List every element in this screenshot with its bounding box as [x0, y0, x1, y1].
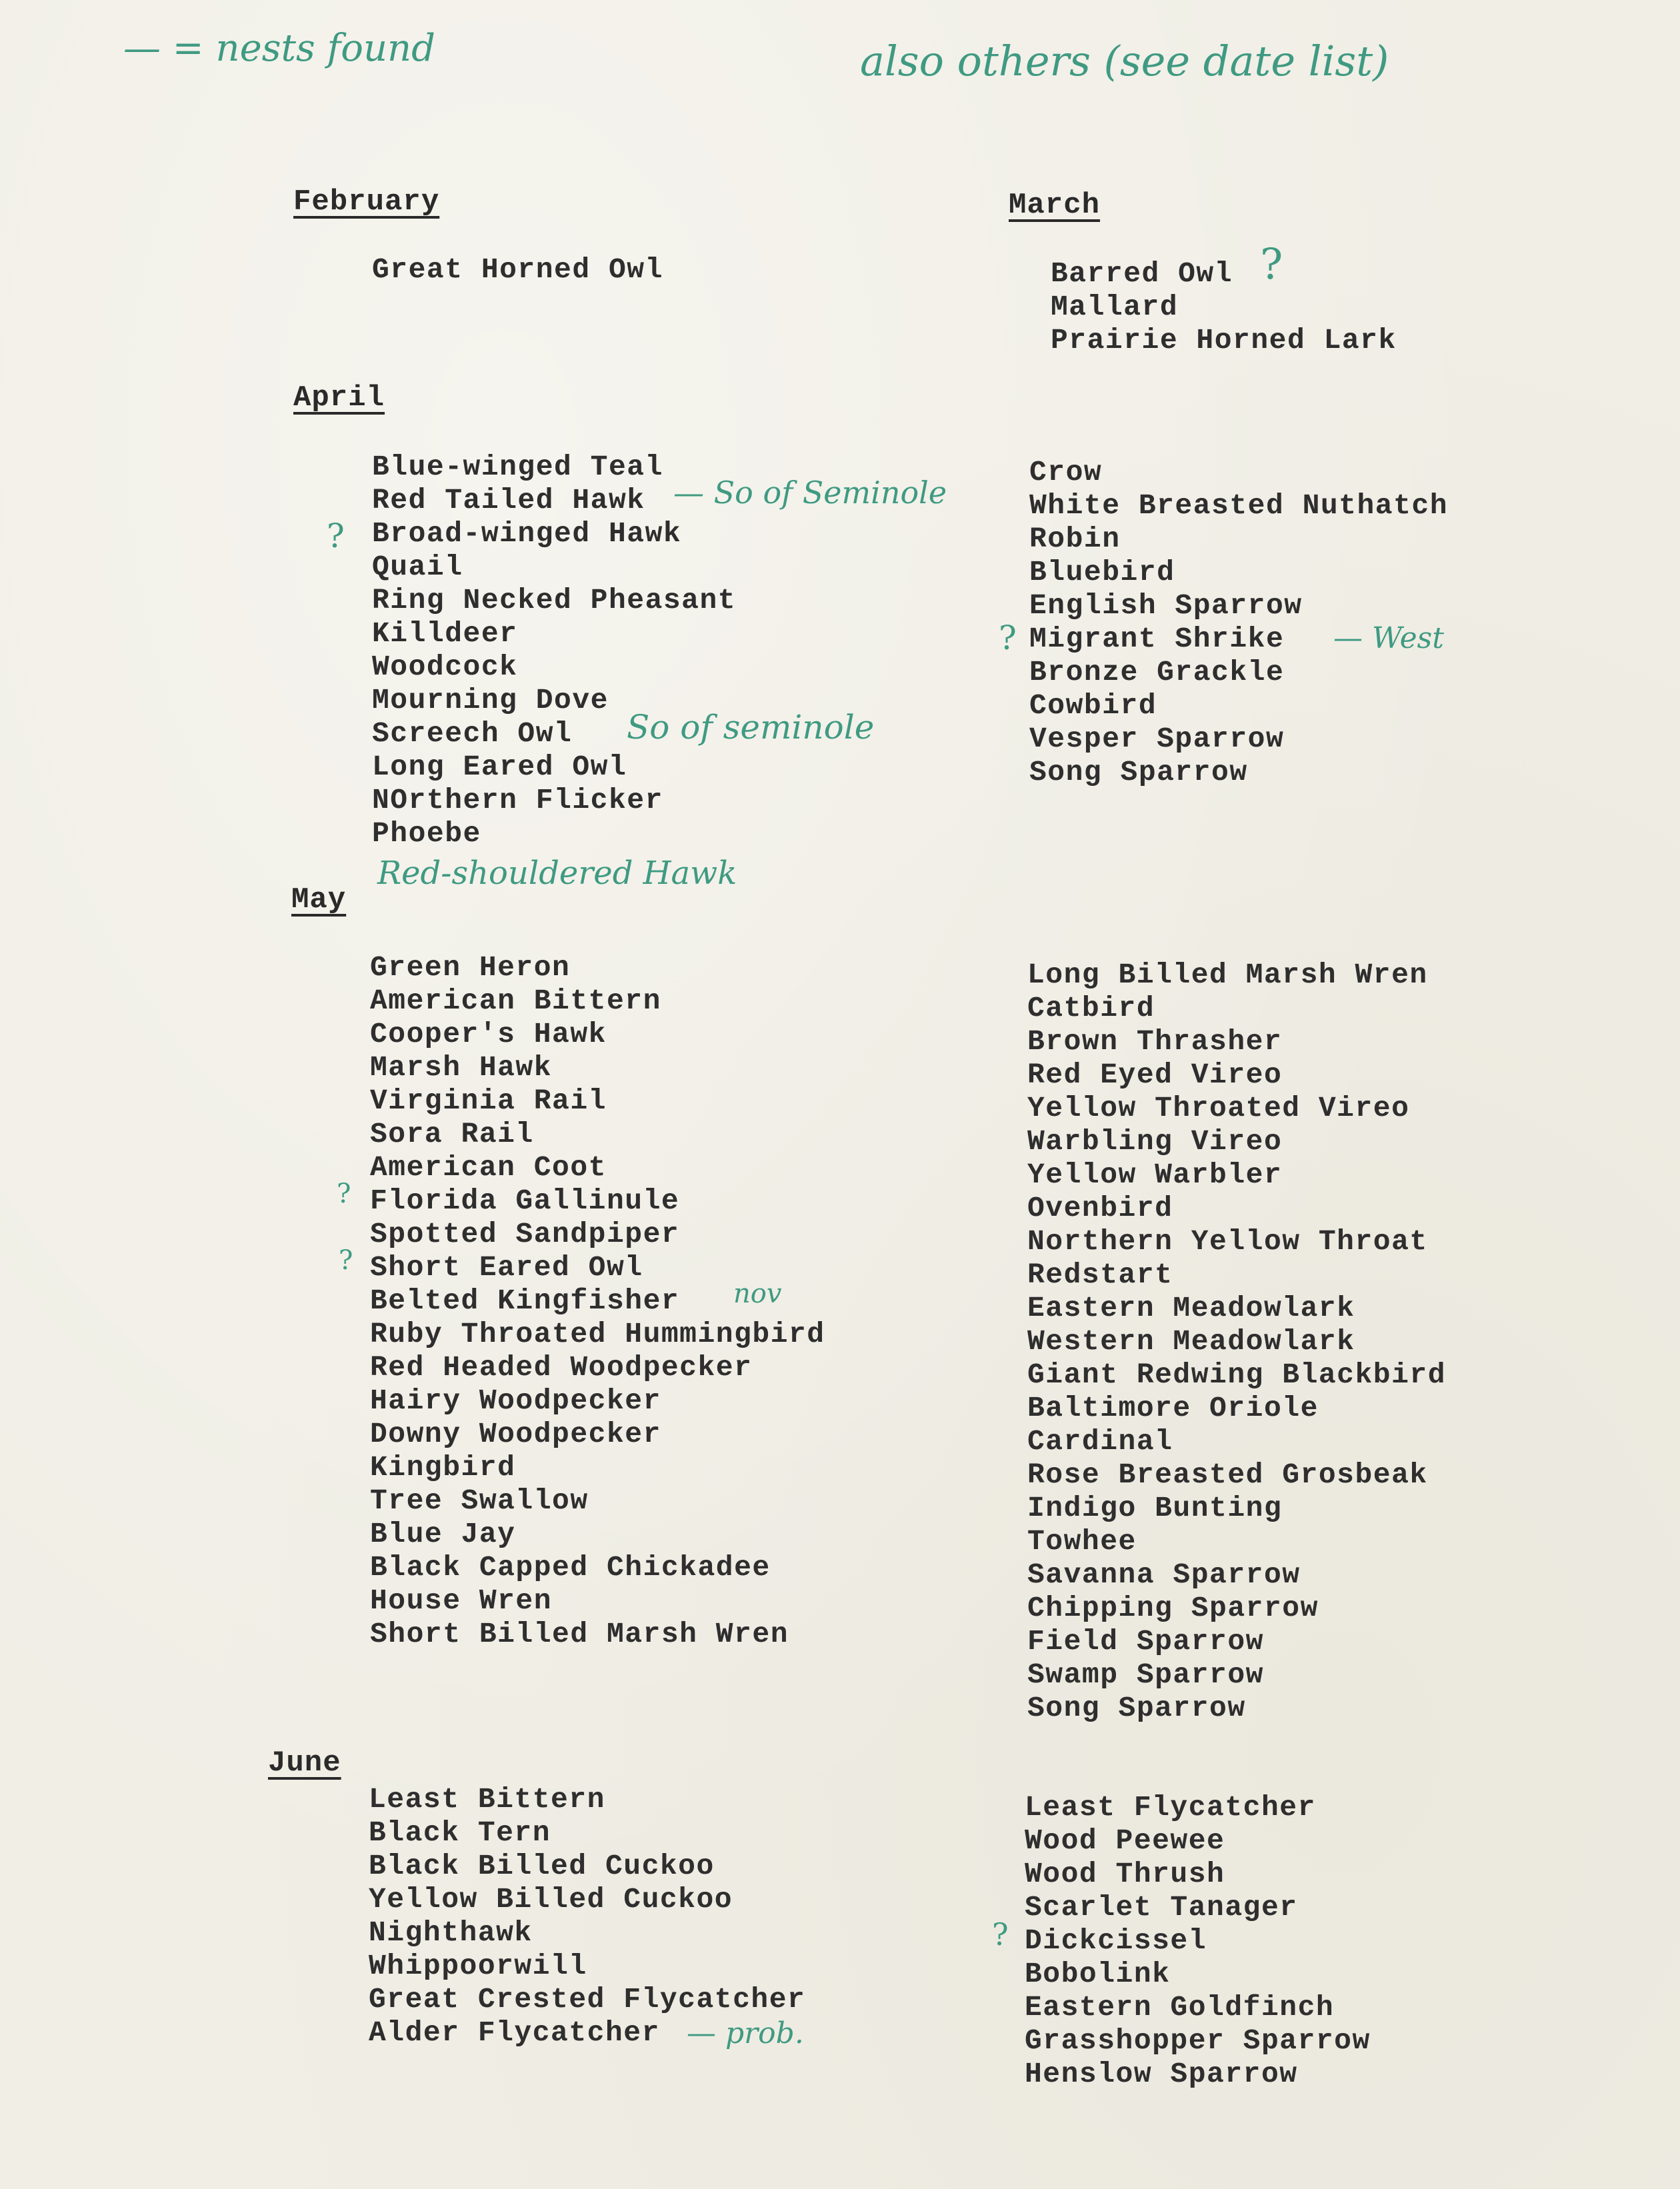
bird-bluebird: Bluebird: [1029, 556, 1175, 589]
bird-belted-kingfisher: Belted Kingfisher: [370, 1284, 680, 1317]
bird-house-wren: House Wren: [370, 1584, 553, 1617]
bird-phoebe: Phoebe: [372, 817, 481, 850]
bird-yellow-throated-vireo: Yellow Throated Vireo: [1027, 1092, 1410, 1124]
bird-white-breasted-nuthatch: White Breasted Nuthatch: [1029, 489, 1448, 522]
note-migrant-shrike: — West: [1333, 621, 1444, 655]
bird-barred-owl: Barred Owl: [1051, 257, 1233, 290]
bird-long-eared-owl: Long Eared Owl: [372, 751, 627, 783]
bird-american-bittern: American Bittern: [370, 985, 661, 1017]
bird-prairie-horned-lark: Prairie Horned Lark: [1051, 324, 1397, 357]
bird-henslow-sparrow: Henslow Sparrow: [1025, 2058, 1298, 2090]
bird-blue-winged-teal: Blue-winged Teal: [372, 451, 663, 483]
bird-yellow-warbler: Yellow Warbler: [1027, 1158, 1283, 1191]
bird-florida-gallinule: Florida Gallinule: [370, 1184, 680, 1217]
bird-screech-owl: Screech Owl: [372, 717, 573, 750]
bird-black-tern: Black Tern: [369, 1816, 551, 1849]
bird-migrant-shrike: Migrant Shrike: [1029, 623, 1285, 655]
note-screech-owl: So of seminole: [627, 708, 875, 747]
bird-chipping-sparrow: Chipping Sparrow: [1027, 1592, 1319, 1624]
bird-bronze-grackle: Bronze Grackle: [1029, 656, 1285, 689]
bird-black-capped-chickadee: Black Capped Chickadee: [370, 1551, 771, 1584]
question-mark-short-eared-owl: ?: [339, 1245, 353, 1276]
bird-dickcissel: Dickcissel: [1025, 1924, 1207, 1957]
bird-field-sparrow: Field Sparrow: [1027, 1625, 1264, 1658]
bird-short-eared-owl: Short Eared Owl: [370, 1251, 643, 1284]
bird-ovenbird: Ovenbird: [1027, 1192, 1173, 1224]
bird-great-crested-flycatcher: Great Crested Flycatcher: [369, 1983, 806, 2016]
bird-cowbird: Cowbird: [1029, 689, 1157, 722]
june-left-list: [369, 1783, 805, 2050]
bird-blue-jay: Blue Jay: [370, 1518, 516, 1550]
bird-robin: Robin: [1029, 523, 1121, 555]
section-title-april: April: [293, 381, 385, 415]
bird-crow: Crow: [1029, 456, 1103, 489]
bird-giant-redwing-blackbird: Giant Redwing Blackbird: [1027, 1358, 1446, 1391]
bird-rose-breasted-grosbeak: Rose Breasted Grosbeak: [1027, 1458, 1428, 1491]
bird-savanna-sparrow: Savanna Sparrow: [1027, 1558, 1301, 1591]
february-list: [372, 253, 663, 287]
question-mark-barred-owl: ?: [1260, 240, 1283, 289]
bird-catbird: Catbird: [1027, 992, 1155, 1025]
bird-broad-winged-hawk: Broad-winged Hawk: [372, 517, 682, 550]
bird-western-meadowlark: Western Meadowlark: [1027, 1325, 1355, 1358]
bird-vesper-sparrow: Vesper Sparrow: [1029, 723, 1285, 755]
bird-mallard: Mallard: [1051, 291, 1179, 323]
header-note-left: — = nests found: [123, 27, 435, 70]
bird-song-sparrow: Song Sparrow: [1027, 1692, 1246, 1724]
bird-towhee: Towhee: [1027, 1525, 1137, 1558]
bird-tree-swallow: Tree Swallow: [370, 1484, 589, 1517]
question-mark-dickcissel: ?: [992, 1916, 1009, 1952]
bird-scarlet-tanager: Scarlet Tanager: [1025, 1891, 1298, 1924]
note-alder-flycatcher: — prob.: [687, 2016, 804, 2050]
bird-yellow-billed-cuckoo: Yellow Billed Cuckoo: [369, 1883, 733, 1916]
bird-eastern-goldfinch: Eastern Goldfinch: [1025, 1991, 1335, 2024]
bird-brown-thrasher: Brown Thrasher: [1027, 1025, 1283, 1058]
bird-redstart: Redstart: [1027, 1258, 1173, 1291]
bird-mourning-dove: Mourning Dove: [372, 684, 609, 717]
bird-wood-thrush: Wood Thrush: [1025, 1858, 1225, 1890]
bird-spotted-sandpiper: Spotted Sandpiper: [370, 1218, 680, 1250]
bird-red-eyed-vireo: Red Eyed Vireo: [1027, 1059, 1283, 1091]
bird-black-billed-cuckoo: Black Billed Cuckoo: [369, 1850, 715, 1882]
bird-warbling-vireo: Warbling Vireo: [1027, 1125, 1283, 1158]
bird-alder-flycatcher: Alder Flycatcher: [369, 2016, 660, 2049]
bird-wood-peewee: Wood Peewee: [1025, 1824, 1225, 1857]
section-title-march: March: [1009, 189, 1101, 222]
bird-hairy-woodpecker: Hairy Woodpecker: [370, 1384, 661, 1417]
bird-quail: Quail: [372, 551, 463, 583]
note-added-red-shouldered-hawk: Red-shouldered Hawk: [377, 855, 737, 892]
section-title-june: June: [268, 1746, 341, 1780]
bird-grasshopper-sparrow: Grasshopper Sparrow: [1025, 2024, 1371, 2057]
bird-ruby-throated-hummingbird: Ruby Throated Hummingbird: [370, 1318, 825, 1350]
bird-marsh-hawk: Marsh Hawk: [370, 1051, 553, 1084]
bird-american-coot: American Coot: [370, 1151, 607, 1184]
header-note-right: also others (see date list): [860, 37, 1389, 85]
note-belted-kingfisher: nov: [733, 1278, 782, 1309]
bird-great-horned-owl: Great Horned Owl: [372, 253, 663, 286]
bird-least-flycatcher: Least Flycatcher: [1025, 1791, 1316, 1824]
bird-red-headed-woodpecker: Red Headed Woodpecker: [370, 1351, 753, 1384]
bird-green-heron: Green Heron: [370, 951, 571, 984]
bird-song-sparrow: Song Sparrow: [1029, 756, 1248, 789]
question-mark-florida-gallinule: ?: [337, 1178, 351, 1209]
bird-kingbird: Kingbird: [370, 1451, 516, 1484]
bird-whippoorwill: Whippoorwill: [369, 1950, 587, 1982]
bird-least-bittern: Least Bittern: [369, 1783, 605, 1816]
bird-eastern-meadowlark: Eastern Meadowlark: [1027, 1292, 1355, 1324]
section-title-february: February: [293, 185, 440, 219]
bird-nighthawk: Nighthawk: [369, 1916, 533, 1949]
may-right-list: [1027, 959, 1446, 1725]
bird-bobolink: Bobolink: [1025, 1958, 1171, 1990]
bird-indigo-bunting: Indigo Bunting: [1027, 1492, 1283, 1524]
bird-virginia-rail: Virginia Rail: [370, 1085, 607, 1117]
bird-cooper-s-hawk: Cooper's Hawk: [370, 1018, 607, 1051]
bird-northern-yellow-throat: Northern Yellow Throat: [1027, 1225, 1428, 1258]
bird-swamp-sparrow: Swamp Sparrow: [1027, 1658, 1264, 1691]
question-mark-broad-winged: ?: [327, 517, 345, 555]
bird-red-tailed-hawk: Red Tailed Hawk: [372, 484, 645, 517]
june-right-list: [1025, 1791, 1371, 2091]
bird-baltimore-oriole: Baltimore Oriole: [1027, 1392, 1319, 1424]
note-red-tailed-hawk: — So of Seminole: [673, 475, 947, 511]
april-left-list: [372, 451, 736, 851]
bird-northern-flicker: NOrthern Flicker: [372, 784, 663, 817]
bird-long-billed-marsh-wren: Long Billed Marsh Wren: [1027, 959, 1428, 991]
bird-ring-necked-pheasant: Ring Necked Pheasant: [372, 584, 737, 617]
bird-sora-rail: Sora Rail: [370, 1118, 534, 1150]
bird-killdeer: Killdeer: [372, 617, 518, 650]
section-title-may: May: [291, 883, 347, 917]
march-list: [1051, 257, 1397, 357]
question-mark-migrant-shrike: ?: [999, 619, 1017, 657]
bird-english-sparrow: English Sparrow: [1029, 589, 1303, 622]
bird-cardinal: Cardinal: [1027, 1425, 1173, 1458]
bird-downy-woodpecker: Downy Woodpecker: [370, 1418, 661, 1450]
bird-woodcock: Woodcock: [372, 651, 518, 683]
bird-short-billed-marsh-wren: Short Billed Marsh Wren: [370, 1618, 789, 1650]
